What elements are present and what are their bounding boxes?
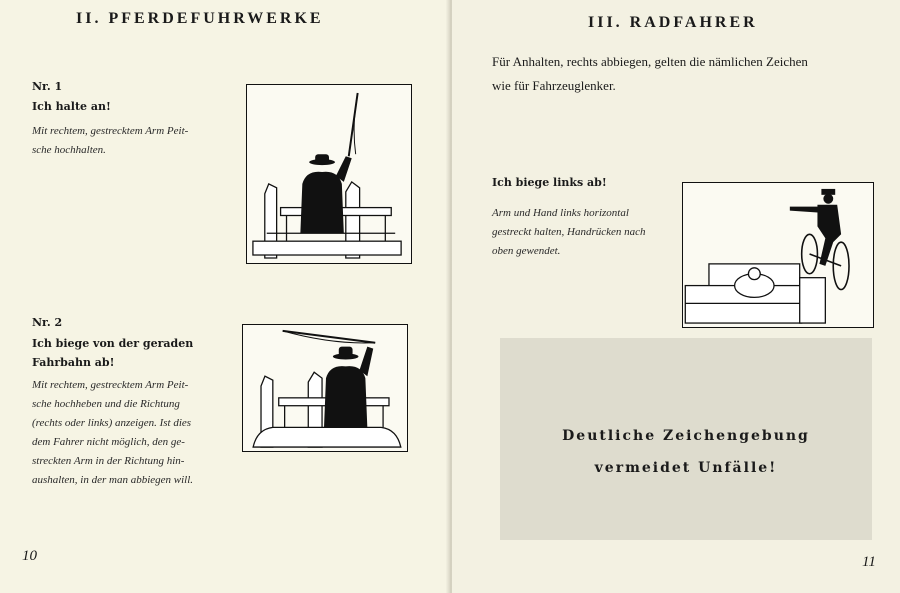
text-line: sche hochhalten. <box>32 144 106 156</box>
illustration-cyclist-left-turn <box>682 182 874 328</box>
rule-title-left-turn: Ich biege links ab! <box>492 176 607 189</box>
section-heading-pferdefuhrwerke: II. PFERDEFUHRWERKE <box>76 10 324 27</box>
slogan-panel <box>500 338 872 540</box>
slogan-line-1: Deutliche Zeichengebung <box>562 428 810 444</box>
cart-driver-whip-up-image <box>247 85 411 263</box>
rule-title-1: Ich halte an! <box>32 100 111 113</box>
illustration-cart-halt <box>246 84 412 264</box>
rule-title-2 <box>32 334 228 372</box>
rule-text-2 <box>32 376 193 490</box>
cart-driver-whip-sideways-image <box>243 325 407 451</box>
page-number-left: 10 <box>22 548 37 564</box>
slogan-line-2: vermeidet Unfälle! <box>594 460 778 476</box>
text-line: dem Fahrer nicht möglich, den ge- <box>32 436 185 448</box>
text-line: Mit rechtem, gestrecktem Arm Peit- <box>32 379 189 391</box>
text-line: aushalten, in der man abbiegen will. <box>32 474 194 486</box>
rule-text-1 <box>32 122 188 160</box>
text-line: streckten Arm in der Richtung hin- <box>32 455 185 467</box>
text-line: wie für Fahrzeuglenker. <box>492 78 616 93</box>
cyclist-arm-out-image <box>683 183 873 327</box>
title-line: Ich biege von der geraden <box>32 337 194 350</box>
illustration-cart-turn <box>242 324 408 452</box>
text-line: sche hochheben und die Richtung <box>32 398 180 410</box>
rule-number-2: Nr. 2 <box>32 316 63 329</box>
rule-text-left-turn <box>492 204 646 261</box>
text-line: gestreckt halten, Handrücken nach <box>492 226 646 238</box>
text-line: Für Anhalten, rechts abbiegen, gelten die nämlichen Zeichen <box>492 54 808 69</box>
section-heading-radfahrer: III. RADFAHRER <box>588 14 758 31</box>
text-line: Mit rechtem, gestrecktem Arm Peit- <box>32 125 189 137</box>
rule-number-1: Nr. 1 <box>32 80 63 93</box>
page-number-right: 11 <box>862 554 876 570</box>
intro-text <box>492 50 808 98</box>
text-line: Arm und Hand links horizontal <box>492 207 629 219</box>
title-line: Fahrbahn ab! <box>32 356 115 369</box>
text-line: oben gewendet. <box>492 245 561 257</box>
right-page <box>452 0 900 593</box>
text-line: (rechts oder links) anzeigen. Ist dies <box>32 417 192 429</box>
